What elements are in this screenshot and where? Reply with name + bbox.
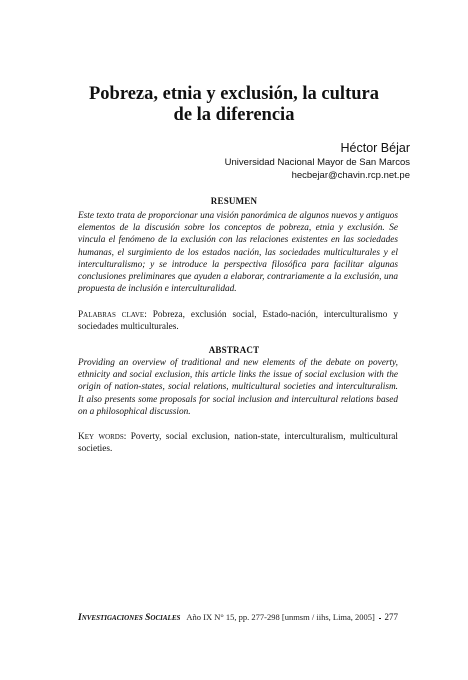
abstract-text: Providing an overview of traditional and new elements of the debate on poverty, ethnicity and social exclusion, this article links the issue of social exclusion with the origin of nation-states, social relations, multicultural societies and interculturalism. It also presents some proposals for social inclusion and intercultural relations based on a philosophical discussion. [78, 358, 398, 417]
key-words-label: Key words: [78, 432, 127, 442]
title-line-1: Pobreza, etnia y exclusión, la cultura [89, 84, 379, 104]
page-footer [78, 612, 398, 626]
author-name: Héctor Béjar [340, 141, 410, 155]
journal-citation: Año IX N° 15, pp. 277-298 [unmsm / iihs, Lima, 2005] [186, 612, 375, 622]
footer-rule [379, 618, 381, 619]
key-words [78, 431, 398, 455]
page-number: 277 [384, 612, 398, 622]
author-email: hecbejar@chavin.rcp.net.pe [291, 170, 410, 181]
abstract-heading: ABSTRACT [208, 345, 260, 355]
title-line-2: de la diferencia [173, 105, 295, 125]
palabras-clave [78, 309, 398, 333]
resumen-text: Este texto trata de proporcionar una visión panorámica de algunos nuevos y antiguos elementos de la discusión sobre los conceptos de pobreza, etnia y exclusión. Se vincula el fenómeno de la exclusión con las relaciones existentes en las sociedades humanas, el surgimiento de los estados nación, las sociedades multiculturales y el interculturalismo; y se introduce la perspectiva filosófica para facilitar algunas conclusiones preliminares que ayuden a elaborar, contrariamente a la exclusión, una propuesta de inclusión e interculturalidad. [78, 211, 398, 295]
resumen-heading: RESUMEN [210, 196, 258, 206]
article-title [60, 84, 408, 126]
palabras-clave-label: Palabras clave: [78, 310, 147, 320]
key-words-text: Poverty, social exclusion, nation-state, interculturalism, multicultural societies. [78, 432, 399, 455]
author-affiliation: Universidad Nacional Mayor de San Marcos [224, 157, 410, 168]
journal-name: Investigaciones Sociales [78, 613, 181, 623]
palabras-clave-text: Pobreza, exclusión social, Estado-nación, interculturalismo y sociedades multiculturales. [78, 310, 398, 333]
